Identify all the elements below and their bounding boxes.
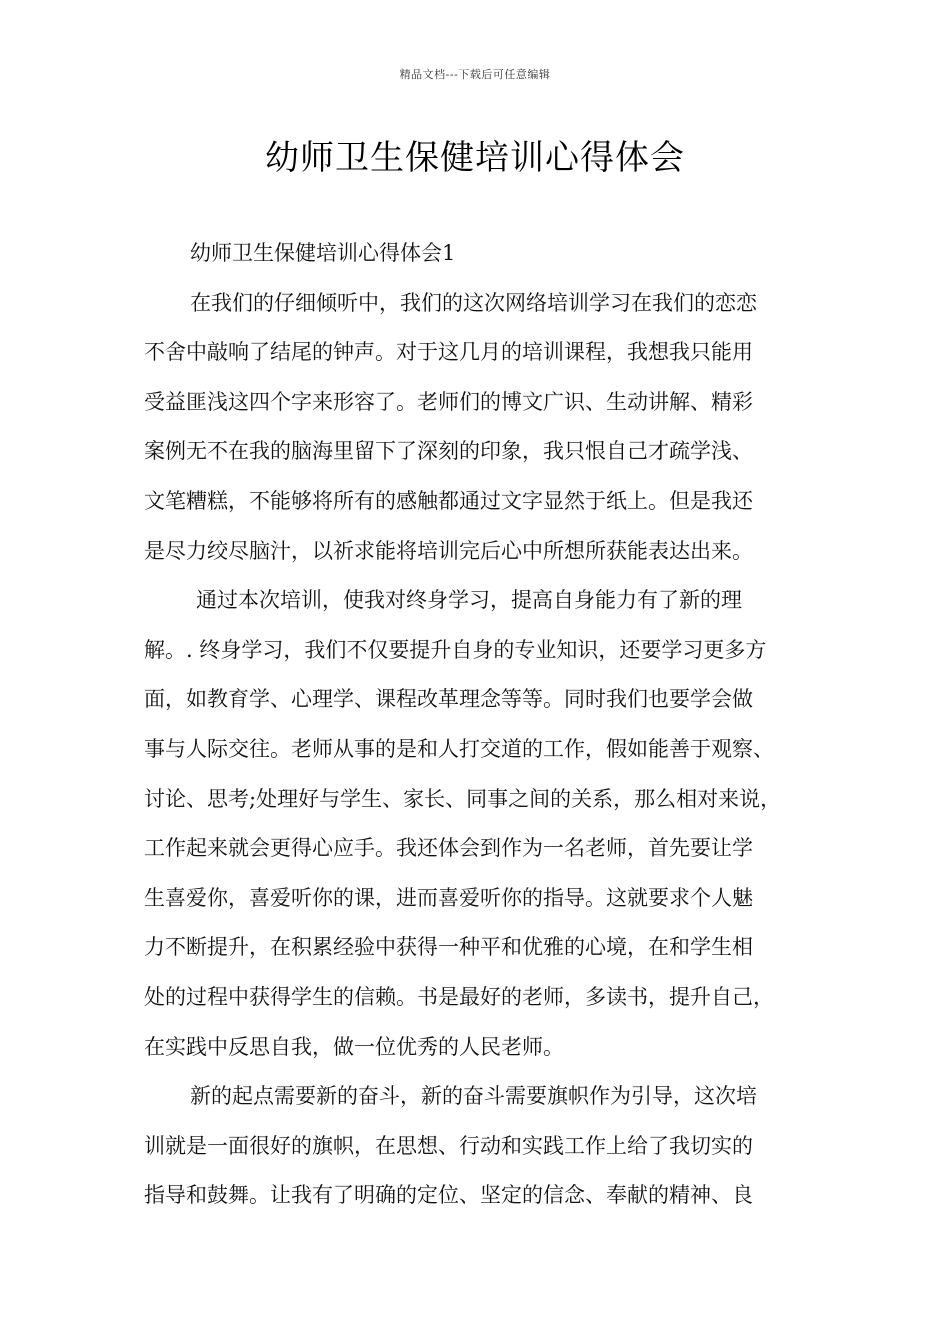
paragraph-line: 训就是一面很好的旗帜，在思想、行动和实践工作上给了我切实的 xyxy=(144,1133,753,1158)
section-heading: 幼师卫生保健培训心得体会1 xyxy=(190,241,456,265)
paragraph-line: 指导和鼓舞。让我有了明确的定位、坚定的信念、奉献的精神、良 xyxy=(144,1183,753,1208)
paragraph-line: 工作起来就会更得心应手。我还体会到作为一名老师，首先要让学 xyxy=(144,836,753,861)
paragraph-line: 解。. 终身学习，我们不仅要提升自身的专业知识，还要学习更多方 xyxy=(144,637,767,662)
paragraph-line: 在我们的仔细倾听中，我们的这次网络培训学习在我们的恋恋 xyxy=(190,290,757,315)
paragraph-line: 是尽力绞尽脑汁，以祈求能将培训完后心中所想所获能表达出来。 xyxy=(144,538,753,563)
header-note: 精品文档---下载后可任意编辑 xyxy=(399,68,551,81)
paragraph-line: 在实践中反思自我，做一位优秀的人民老师。 xyxy=(144,1034,564,1059)
paragraph-line: 力不断提升，在积累经验中获得一种平和优雅的心境，在和学生相 xyxy=(144,935,753,960)
paragraph-line: 案例无不在我的脑海里留下了深刻的印象，我只恨自己才疏学浅、 xyxy=(144,439,753,464)
paragraph-line: 处的过程中获得学生的信赖。书是最好的老师，多读书，提升自己， xyxy=(144,984,774,1009)
document-body xyxy=(144,232,812,1224)
paragraph-line: 不舍中敲响了结尾的钟声。对于这几月的培训课程，我想我只能用 xyxy=(144,340,753,365)
paragraph-line: 事与人际交往。老师从事的是和人打交道的工作，假如能善于观察、 xyxy=(144,736,774,761)
paragraph-line: 受益匪浅这四个字来形容了。老师们的博文广识、生动讲解、精彩 xyxy=(144,389,753,414)
paragraph-line: 面，如教育学、心理学、课程改革理念等等。同时我们也要学会做 xyxy=(144,687,753,712)
document-title: 幼师卫生保健培训心得体会 xyxy=(265,138,685,178)
paragraph-line: 通过本次培训，使我对终身学习，提高自身能力有了新的理 xyxy=(196,588,742,613)
paragraph-line: 生喜爱你，喜爱听你的课，进而喜爱听你的指导。这就要求个人魅 xyxy=(144,885,753,910)
paragraph-line: 新的起点需要新的奋斗，新的奋斗需要旗帜作为引导，这次培 xyxy=(190,1084,757,1109)
paragraph-line: 讨论、思考;处理好与学生、家长、同事之间的关系，那么相对来说， xyxy=(144,786,782,811)
paragraph-line: 文笔糟糕，不能够将所有的感触都通过文字显然于纸上。但是我还 xyxy=(144,488,753,513)
